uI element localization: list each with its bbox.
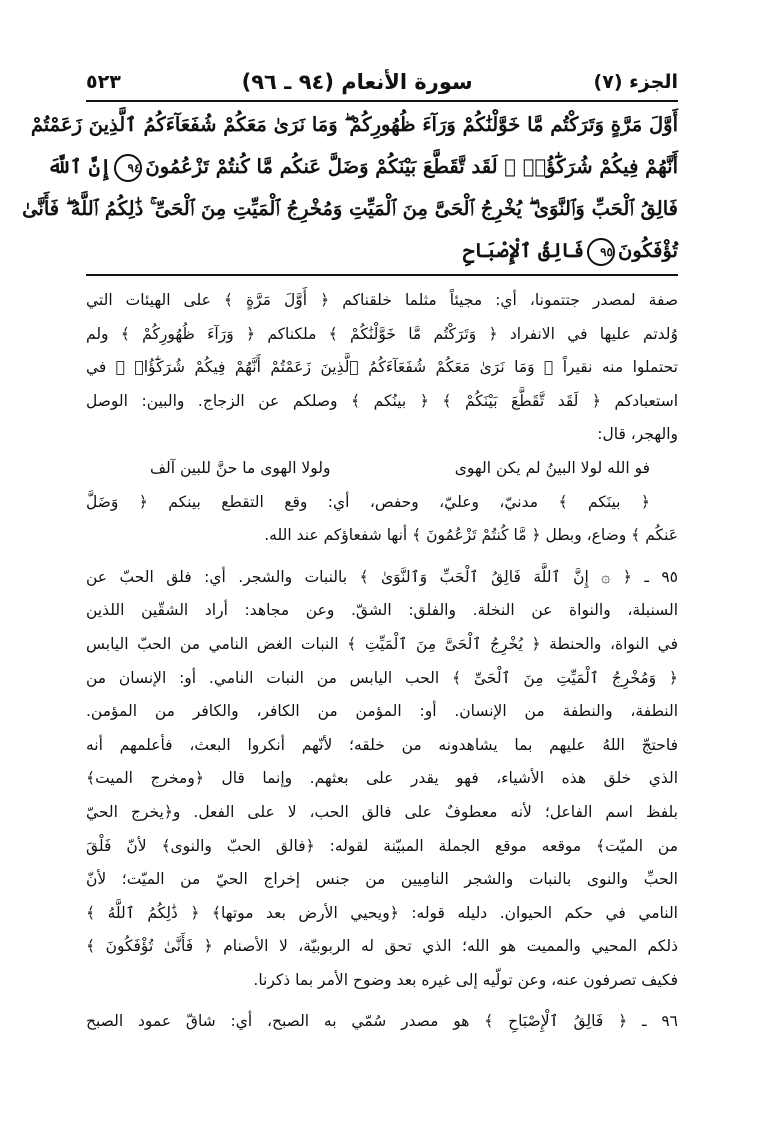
commentary-line: الحبِّ والنوى بالنبات والشجر النامِيين من جنس إخراج الحيّ من الميّت؛ لأنّ bbox=[86, 870, 678, 889]
commentary-line: والهجر، قال: bbox=[597, 425, 678, 444]
poem-second-hemistich: ولولا الهوى ما حنَّ للبين آلف bbox=[150, 458, 331, 477]
quran-line bbox=[47, 146, 678, 188]
quran-text-block bbox=[22, 104, 678, 272]
quran-line: فَالِقُ ٱلْحَبِّ وَٱلنَّوَىٰ ۖ يُخْرِجُ ٱلْحَىَّ مِنَ ٱلْمَيِّتِ وَمُخْرِجُ ٱلْمَيِّتِ مِنَ ٱلْحَىِّ ۚ ذَٰلِكُمُ ٱللَّهُ ۖ فَأَنَّىٰ bbox=[22, 197, 678, 220]
commentary-line: وُلدتم عليها في الانفراد ﴿ وَتَرَكْتُم مَّا خَوَّلْنَٰكُمْ ﴾ ملكناكم ﴿ وَرَآءَ ظُهُورِكُمْ ﴾ ولم bbox=[86, 324, 678, 343]
page-number: ٥٢٣ bbox=[86, 71, 121, 93]
commentary-line: الذي خلق هذه الأشياء، فهو يقدر على بعثهم. وإنما قال ﴿ومخرج الميت﴾ bbox=[86, 769, 678, 788]
paragraph-gap bbox=[86, 997, 678, 1005]
commentary-line: ٩٦ ـ ﴿ فَالِقُ ٱلْإِصْبَاحِ ﴾ هو مصدر سُمّي به الصبح، أي: شاقّ عمود الصبح bbox=[86, 1012, 678, 1031]
juz-label: الجزء (٧) bbox=[593, 71, 678, 93]
commentary-line: النطفة، والنطفة من الإنسان. أو: المؤمن من الكافر، والكافر من المؤمن. bbox=[86, 702, 678, 721]
quran-line-text: أَنَّهُمْ فِيكُمْ شُرَكَٰٓؤُا۟ ۚ لَقَد تَّقَطَّعَ بَيْنَكُمْ وَضَلَّ عَنكُم مَّا كُنتُمْ تَزْعُمُونَ bbox=[145, 155, 678, 178]
quran-line: أَوَّلَ مَرَّةٍ وَتَرَكْتُم مَّا خَوَّلْنَٰكُمْ وَرَآءَ ظُهُورِكُمْ ۖ وَمَا نَرَىٰ مَعَكُمْ شُفَعَآءَكُمُ ٱلَّذِينَ زَعَمْتُمْ bbox=[30, 113, 678, 136]
commentary-line: ذلكم المحيي والمميت هو الله؛ الذي تحق له الربوبيّة، لا الأصنام ﴿ فَأَنَّىٰ تُؤْفَكُونَ ﴾ bbox=[86, 937, 678, 956]
quran-line bbox=[86, 230, 678, 272]
quran-line-text: إِنَّ ٱللَّهَ bbox=[47, 155, 112, 178]
tafsir-commentary bbox=[86, 284, 678, 1039]
ayah-94-marker: ٩٤ bbox=[114, 154, 142, 182]
quran-line-text: فَالِقُ ٱلْإِصْبَاحِ bbox=[462, 239, 584, 262]
commentary-line: فاحتجّ اللهُ عليهم بما يشاهدونه من خلقه؛ لأنّهم أنكروا البعث، فأعلمهم أنه bbox=[86, 735, 678, 754]
commentary-line: عَنكُم ﴾ وضاع، وبطل ﴿ مَّا كُنتُمْ تَزْعُمُونَ ﴾ أنها شفعاؤكم عند الله. bbox=[264, 526, 678, 545]
quran-separator-rule bbox=[86, 274, 678, 276]
commentary-line: من الميّت﴾ موقعه موقع الجملة المبيّنة لقوله: ﴿فالق الحبّ والنوى﴾ لأنّ فَلْقَ bbox=[86, 836, 678, 855]
page-header bbox=[86, 64, 678, 100]
commentary-line: تحتملوا منه نقيراً ﴿ وَمَا نَرَىٰ مَعَكُمْ شُفَعَآءَكُمُ ٱلَّذِينَ زَعَمْتُمْ أَنَّهُمْ فِيكُمْ شُرَكَٰٓؤُا۟ ﴾ في bbox=[86, 358, 678, 377]
commentary-line: في النواة، والحنطة ﴿ يُخْرِجُ ٱلْحَىَّ مِنَ ٱلْمَيِّتِ ﴾ النبات الغض النامي من الحبّ اليابس bbox=[86, 634, 678, 653]
ayah-95-marker: ٩٥ bbox=[587, 238, 615, 266]
commentary-line: ﴿ بينَكم ﴾ مدنيّ، وعليّ، وحفص، أي: وقع التقطع بينكم ﴿ وَضَلَّ bbox=[86, 492, 650, 511]
commentary-line: السنبلة، والنواة عن النخلة. والفلق: الشقّ. وعن مجاهد: أراد الشقّين اللذين bbox=[86, 601, 678, 620]
paragraph-gap bbox=[86, 553, 678, 561]
quran-line-text: تُؤْفَكُونَ bbox=[618, 239, 678, 262]
commentary-line: صفة لمصدر جتتمونا، أي: مجيئاً مثلما خلقناكم ﴿ أَوَّلَ مَرَّةٍ ﴾ على الهيئات التي bbox=[86, 291, 678, 309]
commentary-line: ﴿ وَمُخْرِجُ ٱلْمَيِّتِ مِنَ ٱلْحَىِّ ﴾ الحب اليابس من النبات النامي. أو: الإنسان من bbox=[86, 668, 678, 687]
commentary-line: فكيف تصرفون عنه، وعن تولّيه إلى غيره بعد وضوح الأمر بما ذكرنا. bbox=[253, 970, 678, 989]
commentary-line: استعبادكم ﴿ لَقَد تَّقَطَّعَ بَيْنَكُمْ ﴾ ﴿ بينُكم ﴾ وصلكم عن الزجاج. والبين: الوصل bbox=[86, 391, 678, 410]
header-rule bbox=[86, 100, 678, 102]
poem-first-hemistich: فو الله لولا البينُ لم يكن الهوى bbox=[454, 458, 650, 477]
commentary-line: النامي في حكم الحيوان. دليله قوله: ﴿ويحيي الأرض بعد موتها﴾ ﴿ ذَٰلِكُمُ ٱللَّهُ ﴾ bbox=[86, 903, 678, 922]
commentary-line: بلفظ اسم الفاعل؛ لأنه معطوفٌ على فالق الحب، لا على الفعل. و﴿يخرج الحيّ bbox=[86, 802, 678, 821]
commentary-line: ٩٥ ـ ﴿ ۞ إِنَّ ٱللَّهَ فَالِقُ ٱلْحَبِّ وَٱلنَّوَىٰ ﴾ بالنبات والشجر. أي: فلق الحبّ عن bbox=[86, 567, 678, 586]
surah-title: سورة الأنعام (٩٤ ـ ٩٦) bbox=[241, 70, 473, 94]
poetry-verse bbox=[86, 452, 678, 486]
